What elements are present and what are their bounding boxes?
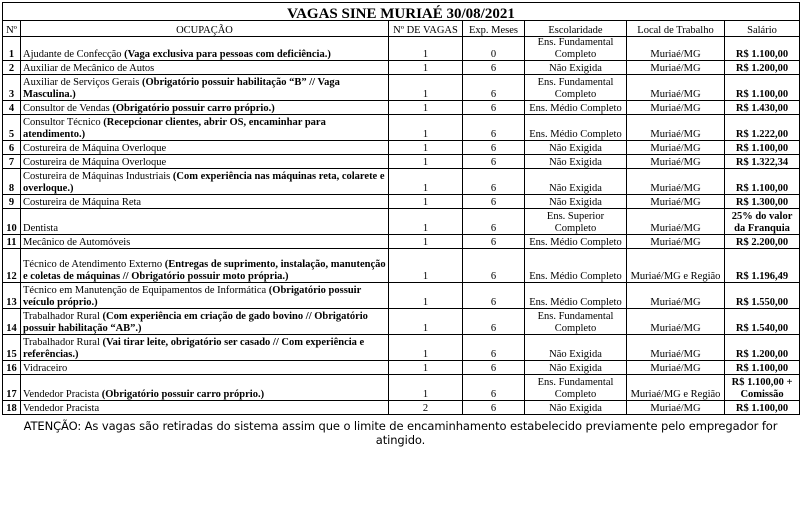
occupation-name: Trabalhador Rural (23, 337, 100, 348)
cell-escolaridade: Não Exigida (525, 401, 627, 415)
cell-ocupacao (21, 401, 389, 415)
cell-ocupacao (21, 283, 389, 309)
occupation-name: Vendedor Pracista (23, 388, 100, 400)
cell-exp: 6 (463, 141, 525, 155)
cell-local: Muriaé/MG (627, 155, 725, 169)
table-row (3, 115, 800, 141)
cell-local: Muriaé/MG (627, 335, 725, 361)
cell-exp: 6 (463, 309, 525, 335)
occupation-name: Vendedor Pracista (23, 402, 100, 414)
cell-vagas: 1 (389, 101, 463, 115)
cell-salario: R$ 2.200,00 (725, 235, 800, 249)
cell-vagas: 1 (389, 169, 463, 195)
cell-exp: 6 (463, 283, 525, 309)
cell-local: Muriaé/MG (627, 401, 725, 415)
cell-exp: 6 (463, 375, 525, 401)
col-header-vagas: Nº DE VAGAS (389, 21, 463, 37)
table-row (3, 141, 800, 155)
cell-salario: R$ 1.200,00 (725, 61, 800, 75)
cell-escolaridade: Ens. Fundamental Completo (525, 37, 627, 61)
occupation-name: Auxiliar de Serviços Gerais (23, 77, 140, 88)
table-row (3, 155, 800, 169)
cell-local: Muriaé/MG e Região (627, 375, 725, 401)
occupation-name: Costureira de Máquinas Industriais (23, 171, 171, 182)
occupation-note: (Com experiência em criação de gado bovino // Obrigatório possuir habilitação “AB”.) (23, 311, 368, 334)
cell-local: Muriaé/MG (627, 169, 725, 195)
cell-vagas: 1 (389, 195, 463, 209)
cell-salario: R$ 1.100,00 (725, 37, 800, 61)
cell-exp: 6 (463, 169, 525, 195)
cell-ocupacao (21, 375, 389, 401)
cell-salario: R$ 1.300,00 (725, 195, 800, 209)
cell-ocupacao (21, 309, 389, 335)
cell-num: 12 (3, 249, 21, 283)
table-row (3, 101, 800, 115)
col-header-exp: Exp. Meses (463, 21, 525, 37)
cell-exp: 6 (463, 209, 525, 235)
cell-vagas: 1 (389, 61, 463, 75)
table-row (3, 283, 800, 309)
notice-text: ATENÇÃO: As vagas são retiradas do sistema assim que o limite de encaminhamento estabelecido previamente pelo empregador for atingido. (23, 419, 778, 447)
cell-num: 3 (3, 75, 21, 101)
cell-local: Muriaé/MG (627, 361, 725, 375)
cell-num: 18 (3, 401, 21, 415)
cell-ocupacao (21, 235, 389, 249)
cell-ocupacao (21, 37, 389, 61)
cell-salario: R$ 1.540,00 (725, 309, 800, 335)
cell-exp: 6 (463, 249, 525, 283)
cell-escolaridade: Ens. Superior Completo (525, 209, 627, 235)
cell-local: Muriaé/MG (627, 209, 725, 235)
cell-ocupacao (21, 361, 389, 375)
cell-ocupacao (21, 141, 389, 155)
cell-exp: 6 (463, 335, 525, 361)
table-row (3, 335, 800, 361)
cell-vagas: 1 (389, 235, 463, 249)
cell-num: 14 (3, 309, 21, 335)
cell-local: Muriaé/MG (627, 195, 725, 209)
cell-salario: R$ 1.100,00 (725, 169, 800, 195)
cell-salario: R$ 1.430,00 (725, 101, 800, 115)
table-row (3, 37, 800, 61)
cell-local: Muriaé/MG (627, 37, 725, 61)
cell-escolaridade: Ens. Médio Completo (525, 249, 627, 283)
cell-salario: R$ 1.100,00 + Comissão (725, 375, 800, 401)
cell-salario: R$ 1.196,49 (725, 249, 800, 283)
cell-num: 5 (3, 115, 21, 141)
table-row (3, 309, 800, 335)
cell-num: 9 (3, 195, 21, 209)
cell-vagas: 1 (389, 37, 463, 61)
occupation-name: Técnico em Manutenção de Equipamentos de Informática (23, 285, 267, 296)
cell-escolaridade: Ens. Médio Completo (525, 115, 627, 141)
cell-salario: R$ 1.222,00 (725, 115, 800, 141)
cell-vagas: 1 (389, 335, 463, 361)
cell-num: 16 (3, 361, 21, 375)
cell-escolaridade: Ens. Médio Completo (525, 101, 627, 115)
cell-ocupacao (21, 169, 389, 195)
occupation-name: Costureira de Máquina Reta (23, 196, 142, 208)
cell-local: Muriaé/MG (627, 75, 725, 101)
occupation-note: (Vai tirar leite, obrigatório ser casado // Com experiência e referências.) (23, 337, 365, 360)
cell-local: Muriaé/MG e Região (627, 249, 725, 283)
cell-salario: 25% do valor da Franquia (725, 209, 800, 235)
occupation-note: (Entregas de suprimento, instalação, manutenção e coletas de máquinas // Obrigatório possuir moto própria.) (23, 259, 386, 282)
cell-salario: R$ 1.100,00 (725, 361, 800, 375)
cell-escolaridade: Ens. Médio Completo (525, 283, 627, 309)
occupation-name: Mecânico de Automóveis (23, 236, 131, 248)
cell-ocupacao (21, 335, 389, 361)
page-title: VAGAS SINE MURIAÉ 30/08/2021 (3, 3, 800, 21)
cell-num: 8 (3, 169, 21, 195)
cell-salario: R$ 1.200,00 (725, 335, 800, 361)
occupation-name: Costureira de Máquina Overloque (23, 156, 167, 168)
table-row (3, 401, 800, 415)
cell-escolaridade: Ens. Fundamental Completo (525, 375, 627, 401)
cell-escolaridade: Não Exigida (525, 195, 627, 209)
col-header-local: Local de Trabalho (627, 21, 725, 37)
cell-vagas: 1 (389, 375, 463, 401)
occupation-note: (Com experiência nas máquinas reta, colarete e overloque.) (23, 171, 385, 194)
cell-vagas: 1 (389, 309, 463, 335)
cell-num: 7 (3, 155, 21, 169)
occupation-name: Técnico de Atendimento Externo (23, 259, 163, 270)
occupation-note: (Obrigatório possuir carro próprio.) (109, 102, 275, 114)
header-row (3, 21, 800, 37)
occupation-note: (Vaga exclusiva para pessoas com deficiência.) (121, 48, 331, 60)
cell-ocupacao (21, 115, 389, 141)
cell-salario: R$ 1.322,34 (725, 155, 800, 169)
cell-vagas: 2 (389, 401, 463, 415)
col-header-salario: Salário (725, 21, 800, 37)
table-row (3, 61, 800, 75)
cell-ocupacao (21, 101, 389, 115)
occupation-note: (Obrigatório possuir carro próprio.) (99, 388, 265, 400)
table-row (3, 195, 800, 209)
cell-escolaridade: Não Exigida (525, 61, 627, 75)
table-row (3, 249, 800, 283)
cell-local: Muriaé/MG (627, 309, 725, 335)
cell-escolaridade: Não Exigida (525, 335, 627, 361)
cell-salario: R$ 1.100,00 (725, 401, 800, 415)
cell-num: 2 (3, 61, 21, 75)
cell-vagas: 1 (389, 115, 463, 141)
col-header-ocupacao: OCUPAÇÃO (21, 21, 389, 37)
cell-escolaridade: Não Exigida (525, 169, 627, 195)
occupation-note: (Obrigatório possuir veículo próprio.) (23, 285, 362, 308)
occupation-name: Ajudante de Confecção (23, 48, 122, 60)
cell-num: 15 (3, 335, 21, 361)
cell-vagas: 1 (389, 283, 463, 309)
cell-ocupacao (21, 75, 389, 101)
cell-num: 4 (3, 101, 21, 115)
cell-vagas: 1 (389, 155, 463, 169)
cell-num: 13 (3, 283, 21, 309)
cell-num: 6 (3, 141, 21, 155)
table-row (3, 169, 800, 195)
cell-salario: R$ 1.100,00 (725, 75, 800, 101)
cell-ocupacao (21, 61, 389, 75)
cell-local: Muriaé/MG (627, 141, 725, 155)
cell-escolaridade: Ens. Fundamental Completo (525, 75, 627, 101)
occupation-name: Dentista (23, 222, 58, 234)
cell-exp: 6 (463, 235, 525, 249)
cell-local: Muriaé/MG (627, 283, 725, 309)
cell-exp: 6 (463, 101, 525, 115)
table-row (3, 75, 800, 101)
cell-num: 17 (3, 375, 21, 401)
cell-local: Muriaé/MG (627, 115, 725, 141)
job-listing-sheet (2, 2, 799, 447)
occupation-name: Consultor de Vendas (23, 102, 110, 114)
cell-exp: 6 (463, 361, 525, 375)
cell-escolaridade: Não Exigida (525, 155, 627, 169)
cell-exp: 6 (463, 195, 525, 209)
cell-salario: R$ 1.100,00 (725, 141, 800, 155)
cell-ocupacao (21, 155, 389, 169)
cell-escolaridade: Ens. Médio Completo (525, 235, 627, 249)
cell-exp: 6 (463, 115, 525, 141)
cell-exp: 6 (463, 155, 525, 169)
col-header-escolaridade: Escolaridade (525, 21, 627, 37)
cell-ocupacao (21, 249, 389, 283)
cell-vagas: 1 (389, 75, 463, 101)
table-row (3, 235, 800, 249)
col-header-num: Nº (3, 21, 21, 37)
occupation-name: Consultor Técnico (23, 117, 101, 128)
cell-vagas: 1 (389, 141, 463, 155)
occupation-name: Auxiliar de Mecânico de Autos (23, 62, 155, 74)
cell-local: Muriaé/MG (627, 61, 725, 75)
table-row (3, 375, 800, 401)
cell-ocupacao (21, 209, 389, 235)
table-row (3, 361, 800, 375)
cell-escolaridade: Não Exigida (525, 361, 627, 375)
occupation-name: Trabalhador Rural (23, 311, 100, 322)
cell-escolaridade: Ens. Fundamental Completo (525, 309, 627, 335)
occupation-name: Costureira de Máquina Overloque (23, 142, 167, 154)
cell-local: Muriaé/MG (627, 101, 725, 115)
cell-salario: R$ 1.550,00 (725, 283, 800, 309)
table-row (3, 209, 800, 235)
occupation-name: Vidraceiro (23, 362, 68, 374)
cell-exp: 6 (463, 75, 525, 101)
job-rows (3, 37, 800, 415)
cell-exp: 6 (463, 401, 525, 415)
occupation-note: (Obrigatório possuir habilitação “B” // Vaga Masculina.) (23, 77, 340, 100)
occupation-note: (Recepcionar clientes, abrir OS, encaminhar para atendimento.) (23, 117, 326, 140)
cell-vagas: 1 (389, 209, 463, 235)
cell-ocupacao (21, 195, 389, 209)
cell-escolaridade: Não Exigida (525, 141, 627, 155)
cell-num: 1 (3, 37, 21, 61)
cell-exp: 6 (463, 61, 525, 75)
cell-vagas: 1 (389, 361, 463, 375)
job-table (2, 2, 800, 415)
cell-vagas: 1 (389, 249, 463, 283)
cell-num: 10 (3, 209, 21, 235)
cell-num: 11 (3, 235, 21, 249)
cell-local: Muriaé/MG (627, 235, 725, 249)
cell-exp: 0 (463, 37, 525, 61)
